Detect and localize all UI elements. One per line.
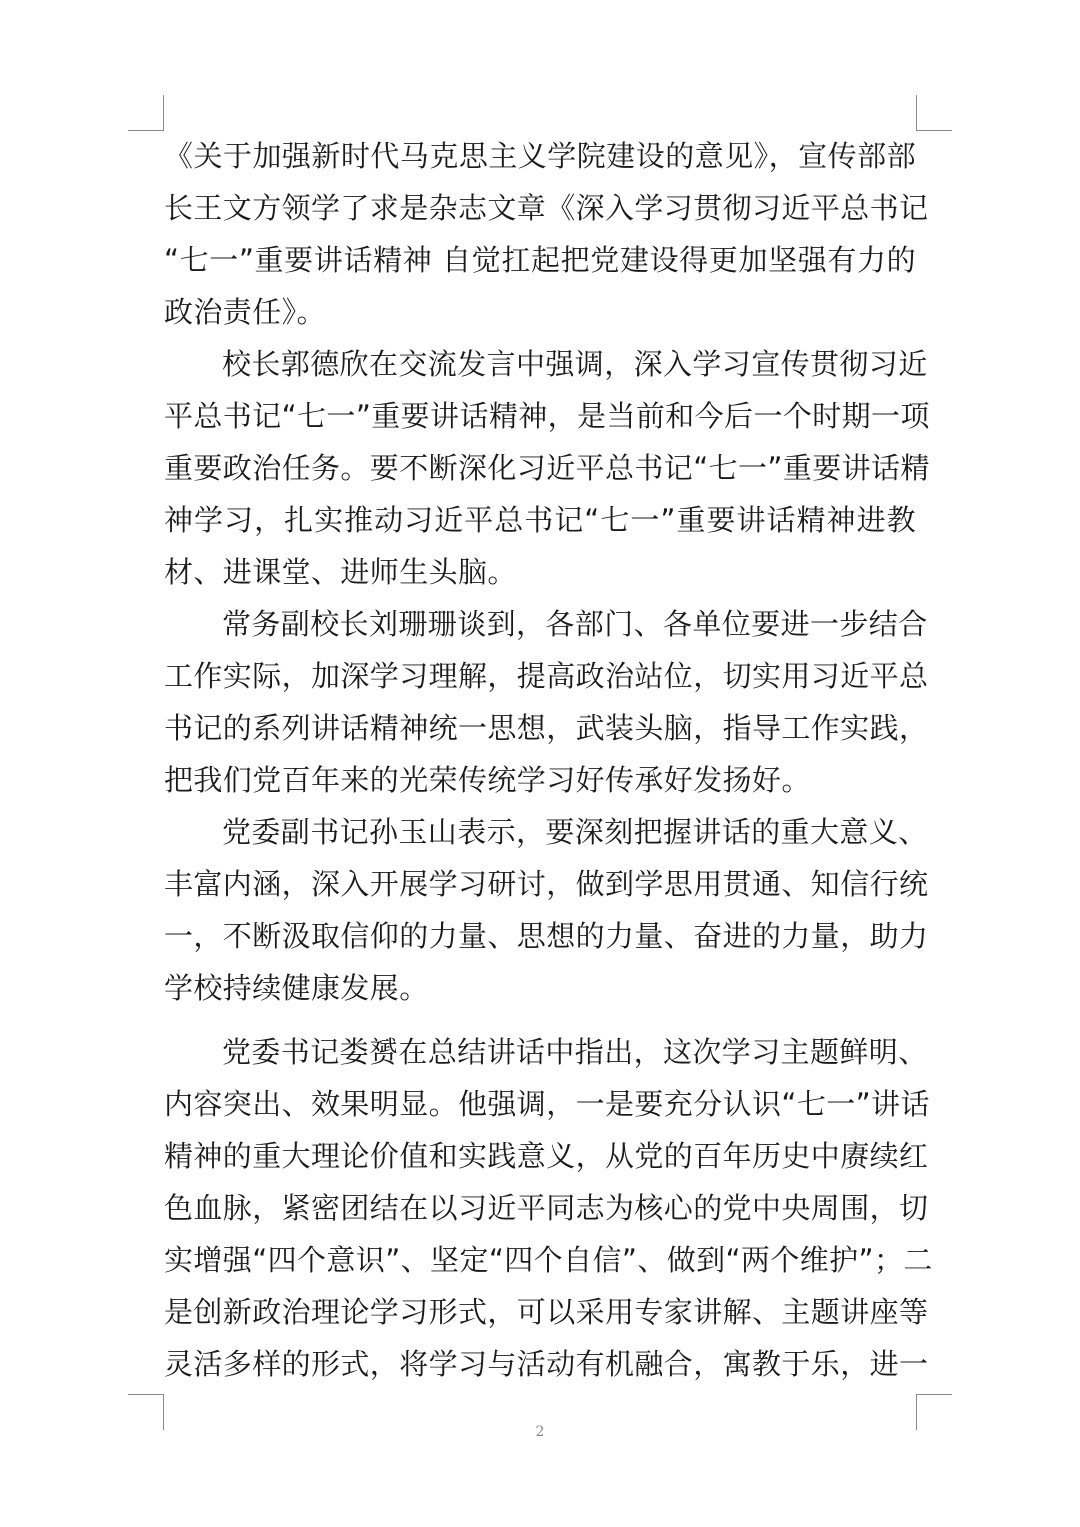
text-line: 灵活多样的形式，将学习与活动有机融合，寓教于乐，进一 (164, 1347, 929, 1381)
text-line: 材、进课堂、进师生头脑。 (164, 555, 517, 589)
text-line: 是创新政治理论学习形式，可以采用专家讲解、主题讲座等 (164, 1295, 929, 1329)
text-line: 书记的系列讲话精神统一思想，武装头脑，指导工作实践， (164, 711, 929, 745)
text-line: 长王文方领学了求是杂志文章《深入学习贯彻习近平总书记 (164, 191, 929, 225)
text-line: 政治责任》。 (164, 295, 326, 329)
paragraph (164, 338, 930, 598)
text-line: 色血脉，紧密团结在以习近平同志为核心的党中央周围，切 (164, 1191, 929, 1225)
paragraph (164, 598, 929, 806)
text-line: 神学习，扎实推动习近平总书记“七一”重要讲话精神进教 (164, 503, 916, 537)
text-line: 工作实际，加深学习理解，提高政治站位，切实用习近平总 (164, 659, 929, 693)
text-line: 重要政治任务。要不断深化习近平总书记“七一”重要讲话精 (164, 451, 930, 485)
text-line: 党委副书记孙玉山表示，要深刻把握讲话的重大意义、 (222, 815, 928, 849)
text-line: 一，不断汲取信仰的力量、思想的力量、奋进的力量，助力 (164, 919, 929, 953)
text-line: 学校持续健康发展。 (164, 971, 429, 1005)
paragraph (164, 806, 929, 1014)
paragraph (164, 1026, 933, 1390)
crop-mark-top-left (128, 95, 164, 131)
text-line: 校长郭德欣在交流发言中强调，深入学习宣传贯彻习近 (222, 347, 928, 381)
paragraph-spacer (164, 1014, 916, 1026)
crop-mark-top-right (916, 95, 952, 131)
text-line: 丰富内涵，深入开展学习研讨，做到学思用贯通、知信行统 (164, 867, 929, 901)
text-line: 内容突出、效果明显。他强调，一是要充分认识“七一”讲话 (164, 1087, 930, 1121)
text-line: 把我们党百年来的光荣传统学习好传承好发扬好。 (164, 763, 811, 797)
document-body (164, 130, 933, 1390)
text-line: 实增强“四个意识”、坚定“四个自信”、做到“两个维护”；二 (164, 1243, 933, 1277)
text-line: 常务副校长刘珊珊谈到，各部门、各单位要进一步结合 (222, 607, 928, 641)
text-line: “七一”重要讲话精神 自觉扛起把党建设得更加坚强有力的 (164, 243, 916, 277)
text-line: 平总书记“七一”重要讲话精神，是当前和今后一个时期一项 (164, 399, 930, 433)
page-number: 2 (535, 1424, 545, 1440)
text-line: 党委书记娄赟在总结讲话中指出，这次学习主题鲜明、 (222, 1035, 928, 1069)
text-line: 《关于加强新时代马克思主义学院建设的意见》，宣传部部 (164, 139, 916, 173)
paragraph (164, 130, 929, 338)
text-line: 精神的重大理论价值和实践意义，从党的百年历史中赓续红 (164, 1139, 929, 1173)
